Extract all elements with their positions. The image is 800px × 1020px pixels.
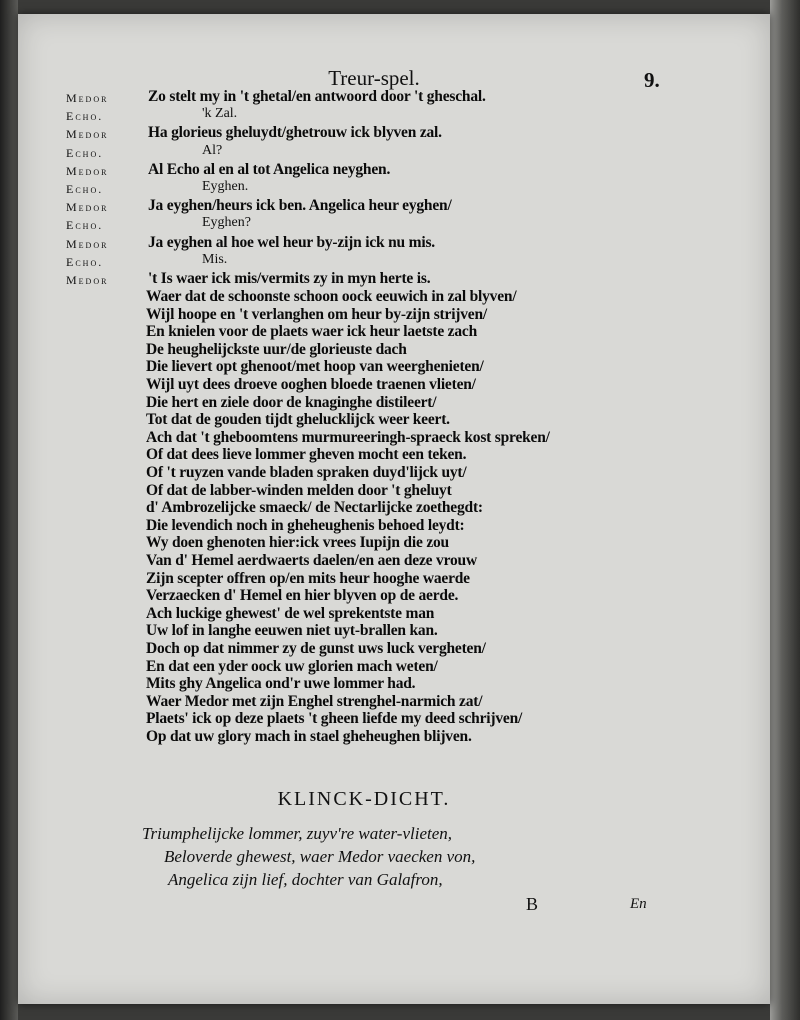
verse-line: Ach dat 't gheboomtens murmureeringh-spraeck kost spreken/ <box>146 428 550 446</box>
verse-line: Die hert en ziele door de knaginghe distileert/ <box>146 393 437 411</box>
speaker-label: Echo. <box>66 109 104 124</box>
verse-line: Van d' Hemel aerdwaerts daelen/en aen deze vrouw <box>146 552 477 569</box>
speaker-label: Medor <box>66 91 109 105</box>
dialogue-line: Al Echo al en al tot Angelica neyghen. <box>148 160 391 178</box>
verse-line: Doch op dat nimmer zy de gunst uws luck vergheten/ <box>146 640 486 657</box>
page-edge <box>770 0 800 1020</box>
verse-line: Of dat dees lieve lommer gheven mocht een teken. <box>146 446 467 464</box>
echo-reply: Mis. <box>202 251 228 267</box>
verse-line: De heughelijckste uur/de glorieuste dach <box>146 340 407 358</box>
verse-line: Op dat uw glory mach in stael gheheughen blijven. <box>146 728 472 745</box>
dialogue-line: 't Is waer ick mis/vermits zy in myn herte is. <box>148 270 431 287</box>
verse-line: Of 't ruyzen vande bladen spraken duyd'lijck uyt/ <box>146 464 467 481</box>
verse-line: Die levendich noch in gheheughenis behoed leydt: <box>146 516 465 534</box>
book-gutter <box>0 0 18 1020</box>
speaker-label: Medor <box>66 273 109 287</box>
catchword: En <box>630 896 647 912</box>
verse-line: Die lievert opt ghenoot/met hoop van weerghenieten/ <box>146 358 484 376</box>
verse-line: Zijn scepter offren op/en mits heur hooghe waerde <box>146 569 470 587</box>
verse-line: Verzaecken d' Hemel en hier blyven op de aerde. <box>146 587 459 605</box>
verse-line: En knielen voor de plaets waer ick heur laetste zach <box>146 323 478 341</box>
verse-line: Of dat de labber-winden melden door 't gheluyt <box>146 481 452 499</box>
verse-line: Waer dat de schoonste schoon oock eeuwich in zal blyven/ <box>146 288 517 305</box>
verse-line: Uw lof in langhe eeuwen niet uyt-brallen kan. <box>146 622 438 640</box>
sonnet-line: Angelica zijn lief, dochter van Galafron, <box>168 870 443 889</box>
verse-line: d' Ambrozelijcke smaeck/ de Nectarlijcke zoethegdt: <box>146 499 483 517</box>
speaker-label: Medor <box>66 200 109 215</box>
sonnet-line: Beloverde ghewest, waer Medor vaecken von, <box>164 847 476 866</box>
verse-line: Wy doen ghenoten hier:ick vrees Iupijn die zou <box>146 534 449 552</box>
speaker-label: Echo. <box>66 218 104 233</box>
sonnet-title: KLINCK-DICHT. <box>277 788 451 810</box>
dialogue-line: Zo stelt my in 't ghetal/en antwoord door 't gheschal. <box>148 88 486 105</box>
dialogue-line: Ja eyghen/heurs ick ben. Angelica heur eyghen/ <box>148 197 452 215</box>
verse-line: Wijl uyt dees droeve ooghen bloede traenen vlieten/ <box>146 376 476 393</box>
echo-reply: Eyghen? <box>202 215 251 231</box>
speaker-label: Echo. <box>66 182 104 196</box>
verse-line: Ach luckige ghewest' de wel sprekentste man <box>146 604 435 622</box>
book-page <box>18 14 770 1004</box>
verse-line: En dat een yder oock uw glorien mach weten/ <box>146 657 438 675</box>
speaker-label: Medor <box>66 236 109 251</box>
sonnet-line: Triumphelijcke lommer, zuyv're water-vlieten, <box>142 824 453 843</box>
dialogue-line: Ja eyghen al hoe wel heur by-zijn ick nu mis. <box>148 233 435 251</box>
echo-reply: Eyghen. <box>202 179 249 194</box>
verse-line: Tot dat de gouden tijdt ghelucklijck weer keert. <box>146 411 450 429</box>
dialogue-line: Ha glorieus gheluydt/ghetrouw ick blyven zal. <box>148 124 442 142</box>
page-number: 9. <box>644 68 660 92</box>
speaker-label: Echo. <box>66 254 104 269</box>
signature-mark: B <box>526 894 539 914</box>
echo-reply: Al? <box>202 142 223 158</box>
verse-line: Mits ghy Angelica ond'r uwe lommer had. <box>146 675 416 693</box>
speaker-label: Medor <box>66 127 109 142</box>
running-title: Treur-spel. <box>328 66 420 90</box>
speaker-label: Echo. <box>66 145 104 160</box>
verse-line: Waer Medor met zijn Enghel strenghel-narmich zat/ <box>146 692 483 710</box>
speaker-label: Medor <box>66 163 109 178</box>
verse-line: Wijl hoope en 't verlanghen om heur by-zijn strijven/ <box>146 305 488 323</box>
echo-reply: 'k Zal. <box>202 106 238 122</box>
verse-line: Plaets' ick op deze plaets 't gheen liefde my deed schrijven/ <box>146 710 523 728</box>
